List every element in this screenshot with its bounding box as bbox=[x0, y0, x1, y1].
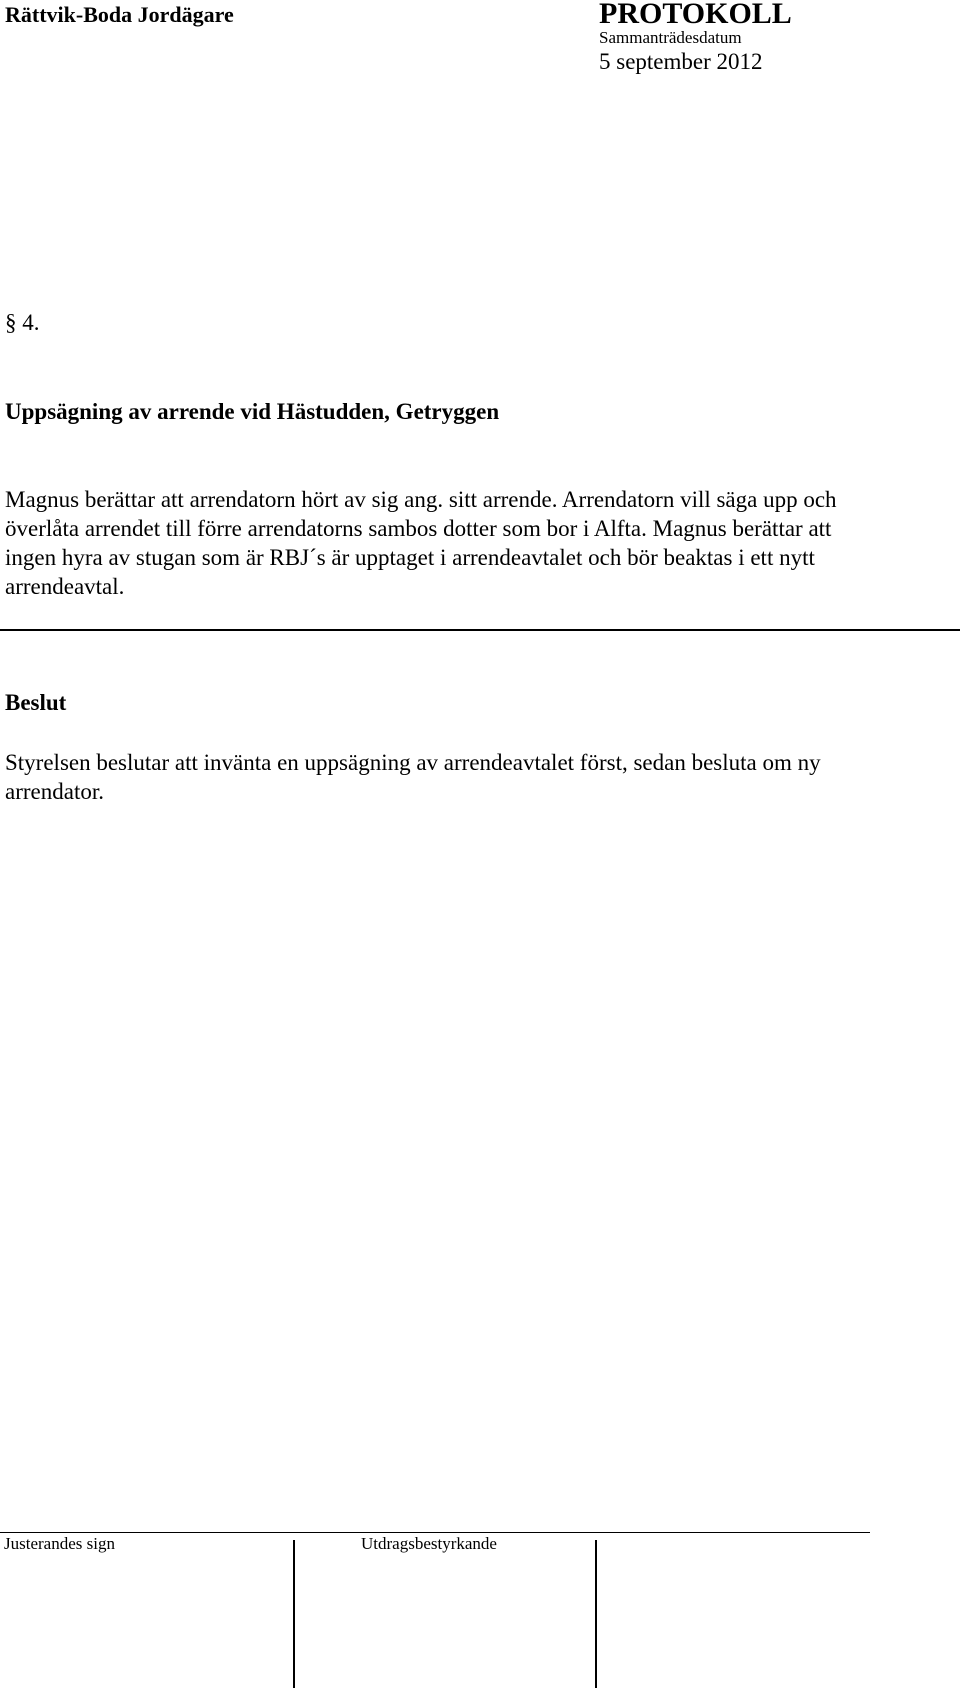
meeting-date-label: Sammanträdesdatum bbox=[599, 28, 742, 47]
paragraph-number: § 4. bbox=[5, 310, 40, 335]
decision-text bbox=[5, 748, 955, 806]
body-line: arrendeavtal. bbox=[5, 574, 125, 599]
decision-line: arrendator. bbox=[5, 779, 104, 804]
decision-line: Styrelsen beslutar att invänta en uppsägning av arrendeavtalet först, sedan besluta om ny bbox=[5, 750, 821, 775]
organization-name: Rättvik-Boda Jordägare bbox=[5, 2, 234, 27]
signature-box-divider bbox=[293, 1540, 295, 1688]
body-line: överlåta arrendet till förre arrendatorns sambos dotter som bor i Alfta. Magnus berättar att bbox=[5, 516, 832, 541]
adjuster-signature-label: Justerandes sign bbox=[4, 1534, 115, 1553]
document-type: PROTOKOLL bbox=[599, 0, 792, 30]
section-title: Uppsägning av arrende vid Hästudden, Getryggen bbox=[5, 399, 500, 424]
section-divider bbox=[0, 629, 960, 631]
meeting-date: 5 september 2012 bbox=[599, 49, 763, 74]
extract-certification-label: Utdragsbestyrkande bbox=[361, 1534, 497, 1553]
footer-rule bbox=[0, 1532, 870, 1533]
section-body bbox=[5, 485, 955, 601]
body-line: Magnus berättar att arrendatorn hört av sig ang. sitt arrende. Arrendatorn vill säga upp och bbox=[5, 487, 837, 512]
signature-box-divider bbox=[595, 1540, 597, 1688]
body-line: ingen hyra av stugan som är RBJ´s är upptaget i arrendeavtalet och bör beaktas i ett nytt bbox=[5, 545, 815, 570]
decision-heading: Beslut bbox=[5, 690, 67, 715]
